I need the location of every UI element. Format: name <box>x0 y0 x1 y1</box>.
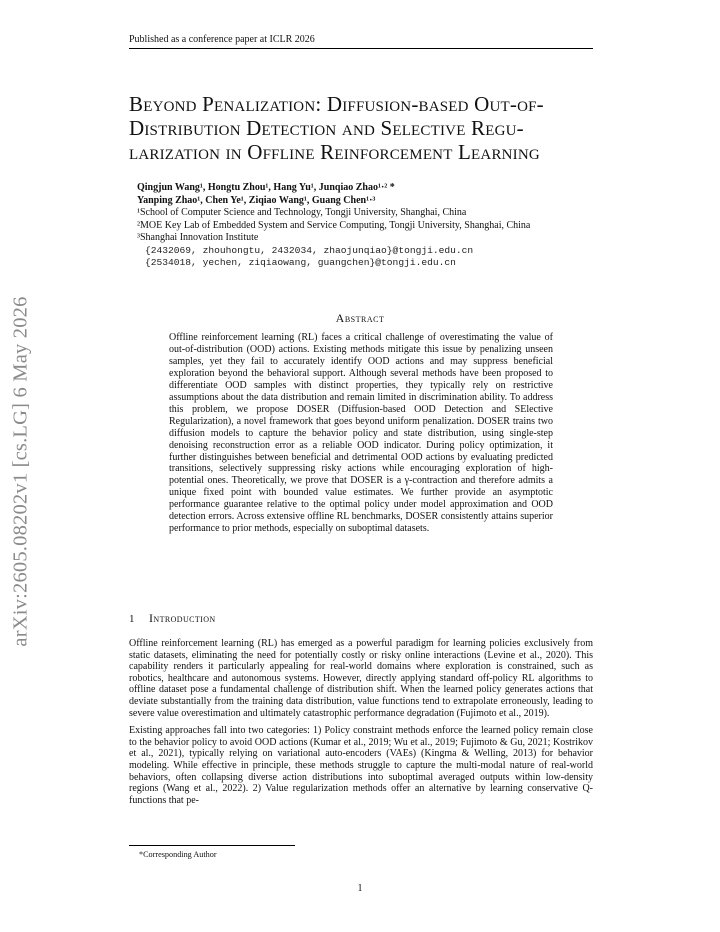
section-number: 1 <box>129 613 135 625</box>
paper-title <box>129 92 599 164</box>
page-number: 1 <box>357 883 363 894</box>
affiliation-3: ³Shanghai Innovation Institute <box>137 232 259 243</box>
author-line-1: Qingjun Wang¹, Hongtu Zhou¹, Hang Yu¹, Junqiao Zhao¹·² * <box>137 182 395 193</box>
affiliation-1: ¹School of Computer Science and Technology, Tongji University, Shanghai, China <box>137 207 467 218</box>
title-line-3: larization in Offline Reinforcement Learning <box>129 140 540 164</box>
footnote-rule <box>129 845 295 846</box>
section-heading <box>129 611 216 626</box>
section-title: Introduction <box>149 611 216 625</box>
author-block <box>137 182 607 270</box>
email-line-1: {2432069, zhouhongtu, 2432034, zhaojunqiao}@tongji.edu.cn <box>145 244 474 256</box>
intro-body <box>129 638 593 812</box>
arxiv-stamp: arXiv:2605.08202v1 [cs.LG] 6 May 2026 <box>9 296 32 647</box>
title-line-2: Distribution Detection and Selective Regu- <box>129 116 524 140</box>
author-line-2: Yanping Zhao¹, Chen Ye¹, Ziqiao Wang¹, Guang Chen¹·³ <box>137 194 376 206</box>
email-line-2: {2534018, yechen, ziqiaowang, guangchen}@tongji.edu.cn <box>145 257 456 268</box>
abstract-heading: Abstract <box>335 311 385 325</box>
affiliation-2: ²MOE Key Lab of Embedded System and Service Computing, Tongji University, Shanghai, China <box>137 219 531 231</box>
running-header: Published as a conference paper at ICLR 2026 <box>129 34 593 49</box>
footnote: *Corresponding Author <box>139 850 217 859</box>
intro-paragraph-2: Existing approaches fall into two categories: 1) Policy constraint methods enforce the learned policy remain close to the behavior policy to avoid OOD actions (Kumar et al., 2019; Wu et al., 2019; Fujimoto & Gu, 2021; Kostrikov et al., 2021), typically relying on variational auto-encoders (VAEs) (Kingma & Welling, 2013) for behavior modeling. While effective in principle, these methods struggle to capture the multi-modal nature of real-world behaviors, often collapsing diverse action distributions into suboptimal averaged outputs within low-density regions (Wang et al., 2022). 2) Value regularization methods offer an alternative by learning conservative Q-functions that pe- <box>129 725 593 806</box>
title-line-1: Beyond Penalization: Diffusion-based Out-of- <box>129 92 544 116</box>
intro-paragraph-1: Offline reinforcement learning (RL) has emerged as a powerful paradigm for learning policies exclusively from static datasets, eliminating the need for potentially costly or risky online interactions (Levine et al., 2020). This capability renders it particularly appealing for real-world domains where exploration is constrained, such as robotics, healthcare and autonomous systems. However, directly applying standard off-policy RL algorithms to offline dataset pose a fundamental challenge of distribution shift. When the learned policy generates actions that deviate substantially from the training data distribution, value functions tend to extrapolate erroneously, leading to severe value overestimation and ultimately catastrophic performance degradation (Fujimoto et al., 2019). <box>129 638 593 719</box>
abstract-body: Offline reinforcement learning (RL) faces a critical challenge of overestimating the value of out-of-distribution (OOD) actions. Existing methods mitigate this issue by penalizing unseen samples, yet they fail to accurately identify OOD actions and may suppress beneficial exploration beyond the behavioral support. Although several methods have been proposed to differentiate OOD samples with distinct properties, they typically rely on restrictive assumptions about the data distribution and remain limited in discrimination ability. To address this problem, we propose DOSER (Diffusion-based OOD Detection and SElective Regularization), a novel framework that goes beyond uniform penalization. DOSER trains two diffusion models to capture the behavior policy and state distribution, using single-step denoising reconstruction error as a reliable OOD indicator. During policy optimization, it further distinguishes between beneficial and detrimental OOD actions by evaluating predicted transitions, selectively suppressing risky actions while encouraging exploration of high-potential ones. Theoretically, we prove that DOSER is a γ-contraction and therefore admits a unique fixed point with bounded value estimates. We further provide an asymptotic performance guarantee relative to the optimal policy under model approximation and OOD detection errors. Across extensive offline RL benchmarks, DOSER consistently attains superior performance to prior methods, especially on suboptimal datasets. <box>169 332 553 535</box>
